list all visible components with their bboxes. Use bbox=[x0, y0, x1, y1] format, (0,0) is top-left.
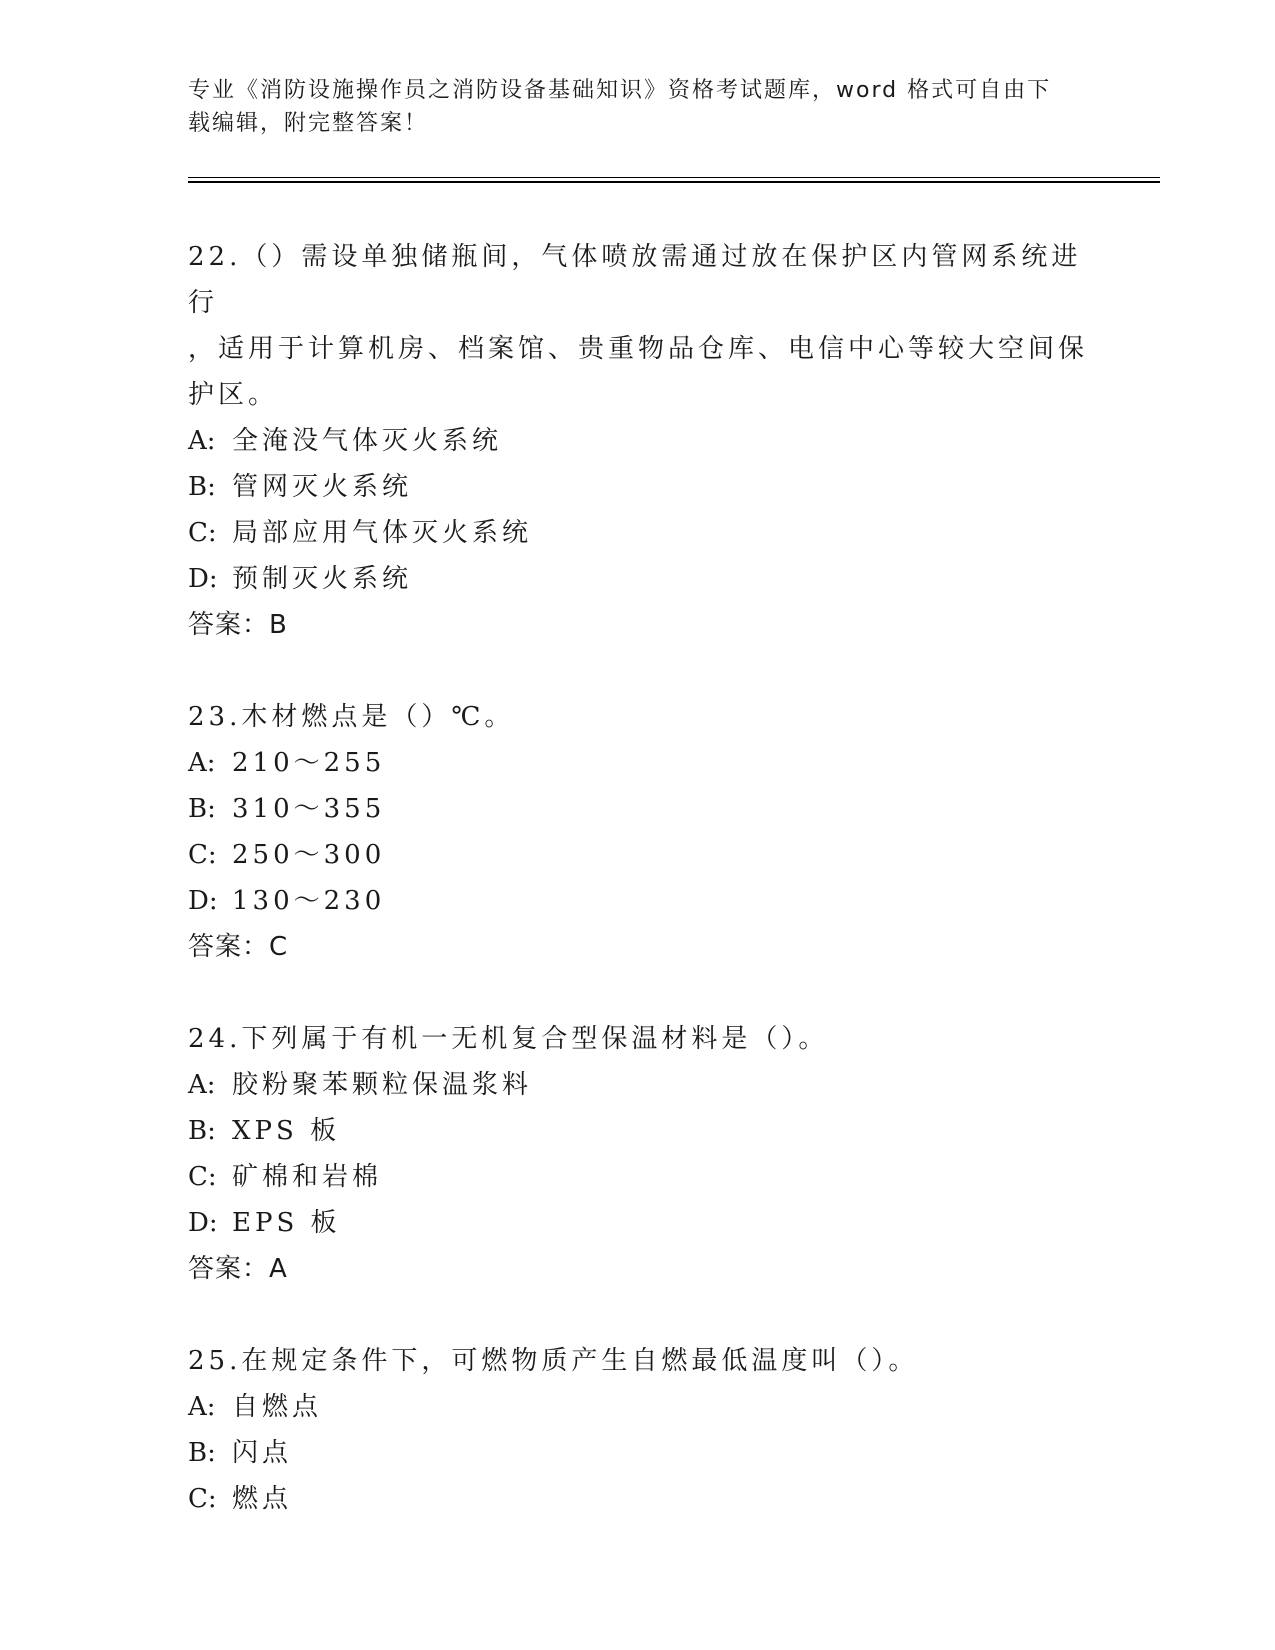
answer-label: 答案：B bbox=[188, 610, 288, 640]
option-c: C: 250～300 bbox=[188, 840, 386, 870]
option-d: D: EPS 板 bbox=[188, 1208, 341, 1238]
option-a: A: 210～255 bbox=[188, 748, 386, 778]
option-b: B: 闪点 bbox=[188, 1438, 293, 1468]
document-header bbox=[188, 74, 1088, 140]
option-b: B: 310～355 bbox=[188, 794, 386, 824]
header-divider-thick bbox=[188, 181, 1160, 183]
question-stem: 24.下列属于有机一无机复合型保温材料是（）。 bbox=[188, 1024, 829, 1054]
option-b: B: 管网灭火系统 bbox=[188, 472, 413, 502]
option-c: C: 燃点 bbox=[188, 1484, 293, 1514]
option-b: B: XPS 板 bbox=[188, 1116, 341, 1146]
answer-label: 答案：C bbox=[188, 932, 289, 962]
header-divider-thin bbox=[188, 177, 1160, 178]
question-22 bbox=[188, 234, 1088, 648]
question-stem: 22.（）需设单独储瓶间，气体喷放需通过放在保护区内管网系统进行 ，适用于计算机房、档案馆、贵重物品仓库、电信中心等较大空间保 护区。 bbox=[188, 242, 1089, 410]
question-stem: 25.在规定条件下，可燃物质产生自燃最低温度叫（）。 bbox=[188, 1346, 919, 1376]
question-stem: 23.木材燃点是（）℃。 bbox=[188, 702, 515, 732]
answer-label: 答案：A bbox=[188, 1254, 288, 1284]
header-line-2: 载编辑，附完整答案！ bbox=[188, 111, 429, 136]
option-c: C: 局部应用气体灭火系统 bbox=[188, 518, 533, 548]
question-25 bbox=[188, 1338, 1088, 1522]
question-list bbox=[188, 234, 1088, 1568]
option-c: C: 矿棉和岩棉 bbox=[188, 1162, 383, 1192]
option-d: D: 130～230 bbox=[188, 886, 386, 916]
question-23 bbox=[188, 694, 1088, 970]
option-a: A: 全淹没气体灭火系统 bbox=[188, 426, 503, 456]
option-d: D: 预制灭火系统 bbox=[188, 564, 413, 594]
question-24 bbox=[188, 1016, 1088, 1292]
option-a: A: 胶粉聚苯颗粒保温浆料 bbox=[188, 1070, 533, 1100]
header-line-1: 专业《消防设施操作员之消防设备基础知识》资格考试题库，word 格式可自由下 bbox=[188, 78, 1052, 103]
option-a: A: 自燃点 bbox=[188, 1392, 323, 1422]
